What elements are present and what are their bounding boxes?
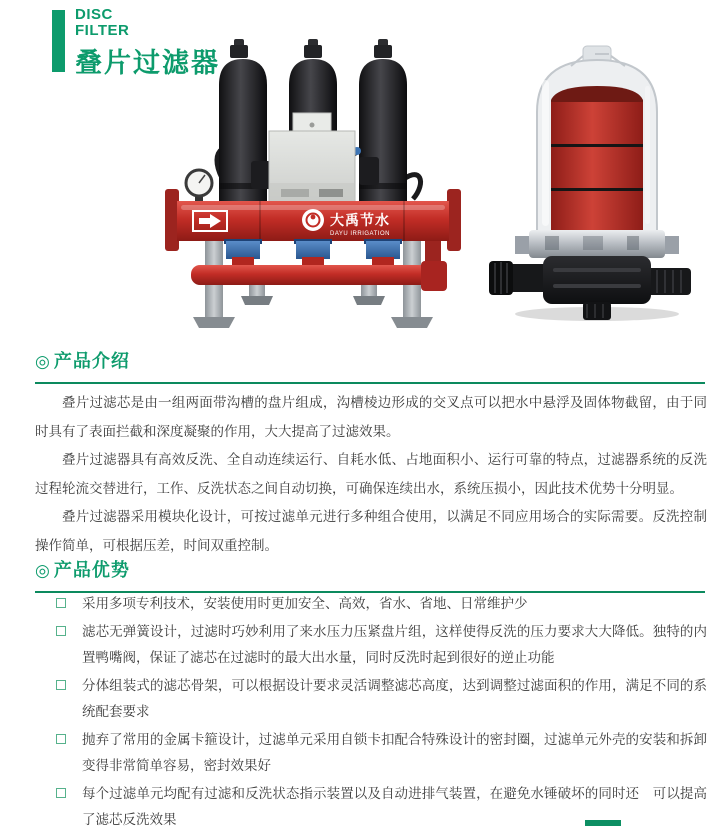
list-item	[55, 727, 707, 779]
blue-connectors	[224, 239, 402, 259]
page-title: 叠片过滤器	[75, 48, 220, 78]
pressure-gauge	[186, 170, 212, 205]
checkbox-square-icon	[56, 598, 66, 608]
single-filter-image	[487, 42, 707, 322]
solenoid-valve	[251, 161, 271, 189]
clear-dome	[537, 46, 657, 238]
list-item	[55, 619, 707, 671]
checkbox-square-icon	[56, 734, 66, 744]
section-advantages-header	[35, 556, 705, 593]
clamp-band	[515, 230, 679, 258]
dayu-logo	[302, 209, 324, 231]
footer-accent-bar	[585, 820, 621, 826]
header-line2: FILTER	[75, 22, 130, 39]
list-item	[55, 591, 707, 617]
pipe-flange	[447, 189, 461, 251]
intro-paragraph: 叠片过滤芯是由一组两面带沟槽的盘片组成，沟槽棱边形成的交叉点可以把水中悬浮及固体物截留，由于同时具有了表面拦截和深度凝聚的作用，大大提高了过滤效果。	[35, 395, 707, 439]
outlet-port	[647, 268, 691, 295]
solenoid-valve	[359, 157, 379, 185]
section-advantages-title: 产品优势	[53, 560, 130, 580]
bottom-drain	[583, 302, 611, 320]
list-item	[55, 673, 707, 725]
intro-paragraphs	[35, 389, 707, 560]
list-item-text: 抛弃了常用的金属卡箍设计，过滤单元采用自锁卡扣配合特殊设计的密封圈，过滤单元外壳的安装和拆卸变得非常简单容易，密封效果好	[82, 732, 707, 773]
bullseye-icon: ◎	[35, 352, 51, 371]
section-intro-header	[35, 347, 705, 384]
list-item-text: 采用多项专利技术，安装使用时更加安全、高效，省水、省地、日常维护少	[82, 596, 528, 611]
advantages-list	[55, 591, 707, 826]
list-item-text: 滤芯无弹簧设计，过滤时巧妙利用了来水压力压紧盘片组，这样使得反洗的压力要求大大降低。独特的内置鸭嘴阀，保证了滤芯在过滤时的最大出水量，同时反洗时起到很好的逆止功能	[82, 624, 707, 665]
pipe-logo-text-en: DAYU IRRIGATION	[330, 231, 390, 237]
pipe-logo-text-cn: 大禹节水	[330, 212, 390, 228]
intro-paragraph: 叠片过滤器具有高效反洗、全自动连续运行、自耗水低、占地面积小、运行可靠的特点，过滤器系统的反洗过程轮流交替进行，工作、反洗状态之间自动切换，可确保连续出水，系统压损小，因此技术优势十分明显。	[35, 452, 707, 496]
battery-filter-image	[163, 33, 463, 333]
port-cap-nut	[489, 261, 513, 295]
checkbox-square-icon	[56, 680, 66, 690]
bullseye-icon: ◎	[35, 561, 51, 580]
control-box	[269, 113, 355, 203]
intro-paragraph: 叠片过滤器采用模块化设计，可按过滤单元进行多种组合使用，以满足不同应用场合的实际需要。反洗控制操作简单，可根据压差，时间双重控制。	[35, 509, 707, 553]
list-item-text: 分体组装式的滤芯骨架，可以根据设计要求灵活调整滤芯高度，达到调整过滤面积的作用，满足不同的系统配套要求	[82, 678, 707, 719]
header-green-bar	[52, 10, 65, 72]
disc-stack	[551, 102, 643, 230]
header-line1: DISC	[75, 6, 113, 23]
checkbox-square-icon	[56, 626, 66, 636]
pipe-flange	[165, 189, 179, 251]
checkbox-square-icon	[56, 788, 66, 798]
list-item-text: 每个过滤单元均配有过滤和反洗状态指示装置以及自动进排气装置，在避免水锤破坏的同时还 可以提高了滤芯反洗效果	[82, 786, 707, 826]
section-intro-title: 产品介绍	[53, 351, 130, 371]
